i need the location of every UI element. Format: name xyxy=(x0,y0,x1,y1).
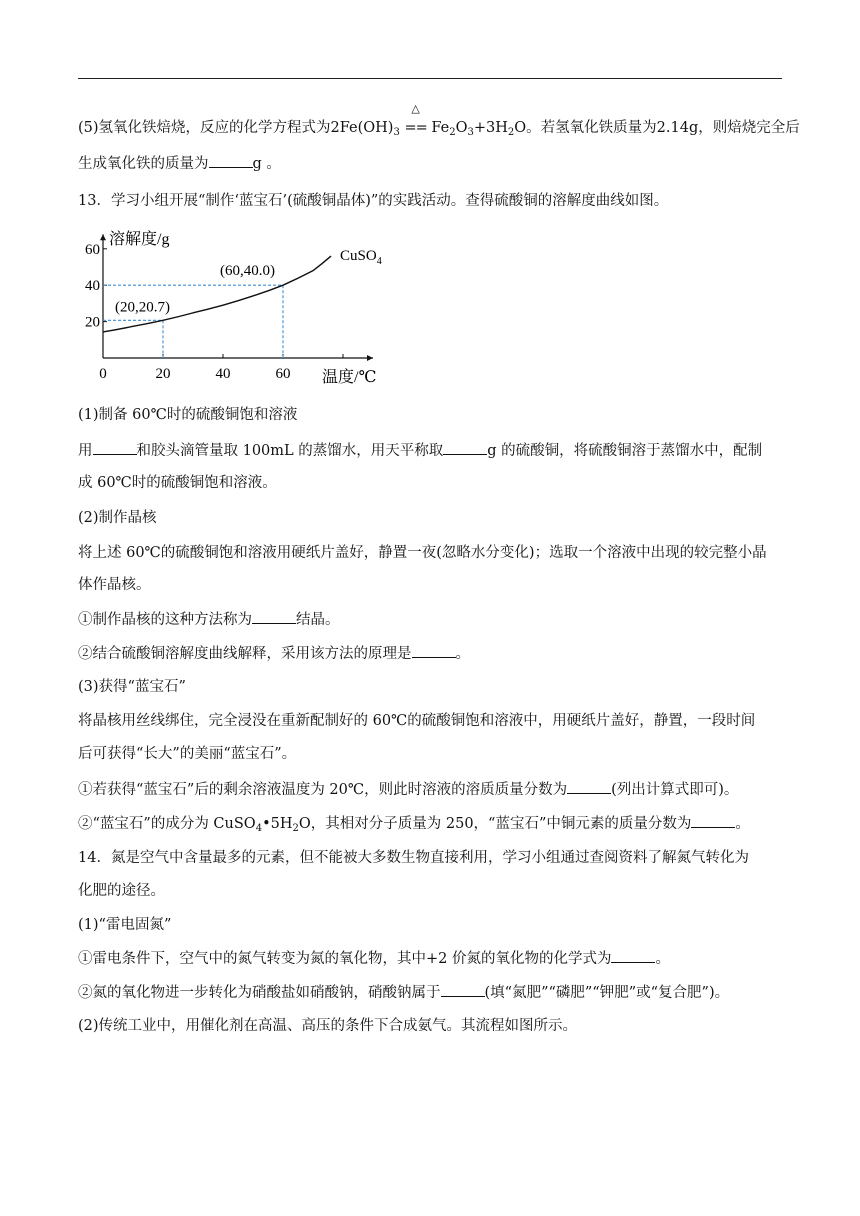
answer-blank[interactable] xyxy=(252,609,296,624)
y-tick-label: 40 xyxy=(85,278,100,295)
question-text: ②“蓝宝石”的成分为 CuSO xyxy=(78,816,256,832)
y-tick-label: 60 xyxy=(85,241,100,258)
answer-blank[interactable] xyxy=(611,948,655,963)
heating-condition xyxy=(404,102,427,138)
subscript: 2 xyxy=(507,127,515,138)
question-text: 用 xyxy=(78,443,93,459)
question-text: 。 xyxy=(455,646,470,662)
q13-p2-q1 xyxy=(78,609,782,630)
q14-p1-q1 xyxy=(78,948,782,969)
q13-p2-line1: 将上述 60℃的硫酸铜饱和溶液用硬纸片盖好，静置一夜(忽略水分变化)；选取一个溶液中出现的较完整小晶 xyxy=(78,545,767,561)
q13-p1-line2: 成 60℃时的硫酸铜饱和溶液。 xyxy=(78,475,277,491)
x-tick-label: 60 xyxy=(275,366,291,382)
q14-p1-q2 xyxy=(78,982,782,1003)
guide-line xyxy=(103,285,283,358)
answer-blank[interactable] xyxy=(412,643,456,658)
header-rule xyxy=(78,78,782,79)
x-tick-label: 0 xyxy=(99,366,107,382)
answer-blank[interactable] xyxy=(93,440,137,455)
equation-text: +3H xyxy=(473,120,508,136)
question-text: (列出计算式即可)。 xyxy=(611,782,739,798)
question-text: ②氮的氧化物进一步转化为硝酸盐如硝酸钠，硝酸钠属于 xyxy=(78,985,441,1001)
x-axis-label: 温度/℃ xyxy=(322,369,377,386)
q12-5-line1 xyxy=(78,102,800,138)
q13-intro: 13．学习小组开展“制作‘蓝宝石’(硫酸铜晶体)”的实践活动。查得硫酸铜的溶解度曲线如图。 xyxy=(78,193,669,209)
answer-blank[interactable] xyxy=(691,813,735,828)
question-text: ①雷电条件下，空气中的氮气转变为氮的氧化物，其中+2 价氮的氧化物的化学式为 xyxy=(78,951,612,967)
heat-symbol: △ xyxy=(411,102,420,115)
point-annotation: (60,40.0) xyxy=(220,263,275,280)
cuso4-curve xyxy=(103,256,331,332)
subscript: 3 xyxy=(393,127,400,138)
question-text: g 的硫酸铜，将硫酸铜溶于蒸馏水中，配制 xyxy=(487,443,763,459)
q13-p3-line1: 将晶核用丝线绑住，完全浸没在重新配制好的 60℃的硫酸铜饱和溶液中，用硬纸片盖好，静置，一段时间 xyxy=(78,713,756,729)
q13-p2-q2 xyxy=(78,643,782,664)
subscript: 2 xyxy=(449,127,456,138)
q14-intro-line2: 化肥的途径。 xyxy=(78,883,165,899)
q13-p2-title: (2)制作晶核 xyxy=(78,510,157,526)
question-text: ①若获得“蓝宝石”后的剩余溶液温度为 20℃，则此时溶液的溶质质量分数为 xyxy=(78,782,568,798)
equation-text: O。若氢氧化铁质量为2.14g，则焙烧完全后 xyxy=(514,120,800,136)
y-axis-arrow xyxy=(100,234,106,240)
question-text: ①制作晶核的这种方法称为 xyxy=(78,612,252,628)
q13-p3-q1 xyxy=(78,779,782,800)
y-axis-label: 溶解度/g xyxy=(109,231,170,248)
equation-text: O xyxy=(455,120,468,136)
question-text: 生成氧化铁的质量为 xyxy=(78,156,209,172)
equation-text: (5)氢氧化铁焙烧，反应的化学方程式为2Fe(OH) xyxy=(78,120,394,136)
question-text: 。 xyxy=(735,816,750,832)
question-text: (填“氮肥”“磷肥”“钾肥”或“复合肥”)。 xyxy=(484,985,730,1001)
equation-text: Fe xyxy=(431,120,450,136)
q13-p3-q2 xyxy=(78,813,782,834)
q14-intro-line1: 14．氮是空气中含量最多的元素，但不能被大多数生物直接利用，学习小组通过查阅资料了解氮气转化为 xyxy=(78,850,749,866)
series-label-subscript: 4 xyxy=(376,256,382,267)
question-text: g 。 xyxy=(252,156,281,172)
question-text: •5H xyxy=(262,816,293,832)
q14-p1-title: (1)“雷电固氮” xyxy=(78,917,172,933)
subscript: 4 xyxy=(255,823,263,834)
point-annotation: (20,20.7) xyxy=(115,299,170,316)
q14-p2-title: (2)传统工业中，用催化剂在高温、高压的条件下合成氨气。其流程如图所示。 xyxy=(78,1018,578,1034)
answer-blank[interactable] xyxy=(441,982,485,997)
question-text: O，其相对分子质量为 250，“蓝宝石”中铜元素的质量分数为 xyxy=(298,816,692,832)
solubility-chart xyxy=(80,226,400,392)
question-text: ②结合硫酸铜溶解度曲线解释，采用该方法的原理是 xyxy=(78,646,412,662)
q13-p3-title: (3)获得“蓝宝石” xyxy=(78,679,186,695)
q13-p1-line1 xyxy=(78,440,782,461)
answer-blank[interactable] xyxy=(209,153,253,168)
series-label: CuSO$_4$ xyxy=(340,248,382,267)
x-tick-label: 20 xyxy=(155,366,171,382)
q13-p2-line2: 体作晶核。 xyxy=(78,577,151,593)
y-tick-label: 20 xyxy=(85,314,100,331)
subscript: 3 xyxy=(467,127,474,138)
equals-sign: == xyxy=(404,120,427,136)
x-tick-label: 40 xyxy=(215,366,231,382)
answer-blank[interactable] xyxy=(567,779,611,794)
q13-p1-title: (1)制备 60℃时的硫酸铜饱和溶液 xyxy=(78,407,298,423)
subscript: 2 xyxy=(292,823,299,834)
x-axis-arrow xyxy=(367,355,373,361)
q12-5-line2 xyxy=(78,153,782,174)
question-text: 结晶。 xyxy=(296,612,340,628)
question-text: 和胶头滴管量取 100mL 的蒸馏水，用天平称取 xyxy=(136,443,444,459)
answer-blank[interactable] xyxy=(443,440,487,455)
question-text: 。 xyxy=(655,951,670,967)
q13-p3-line2: 后可获得“长大”的美丽“蓝宝石”。 xyxy=(78,746,297,762)
